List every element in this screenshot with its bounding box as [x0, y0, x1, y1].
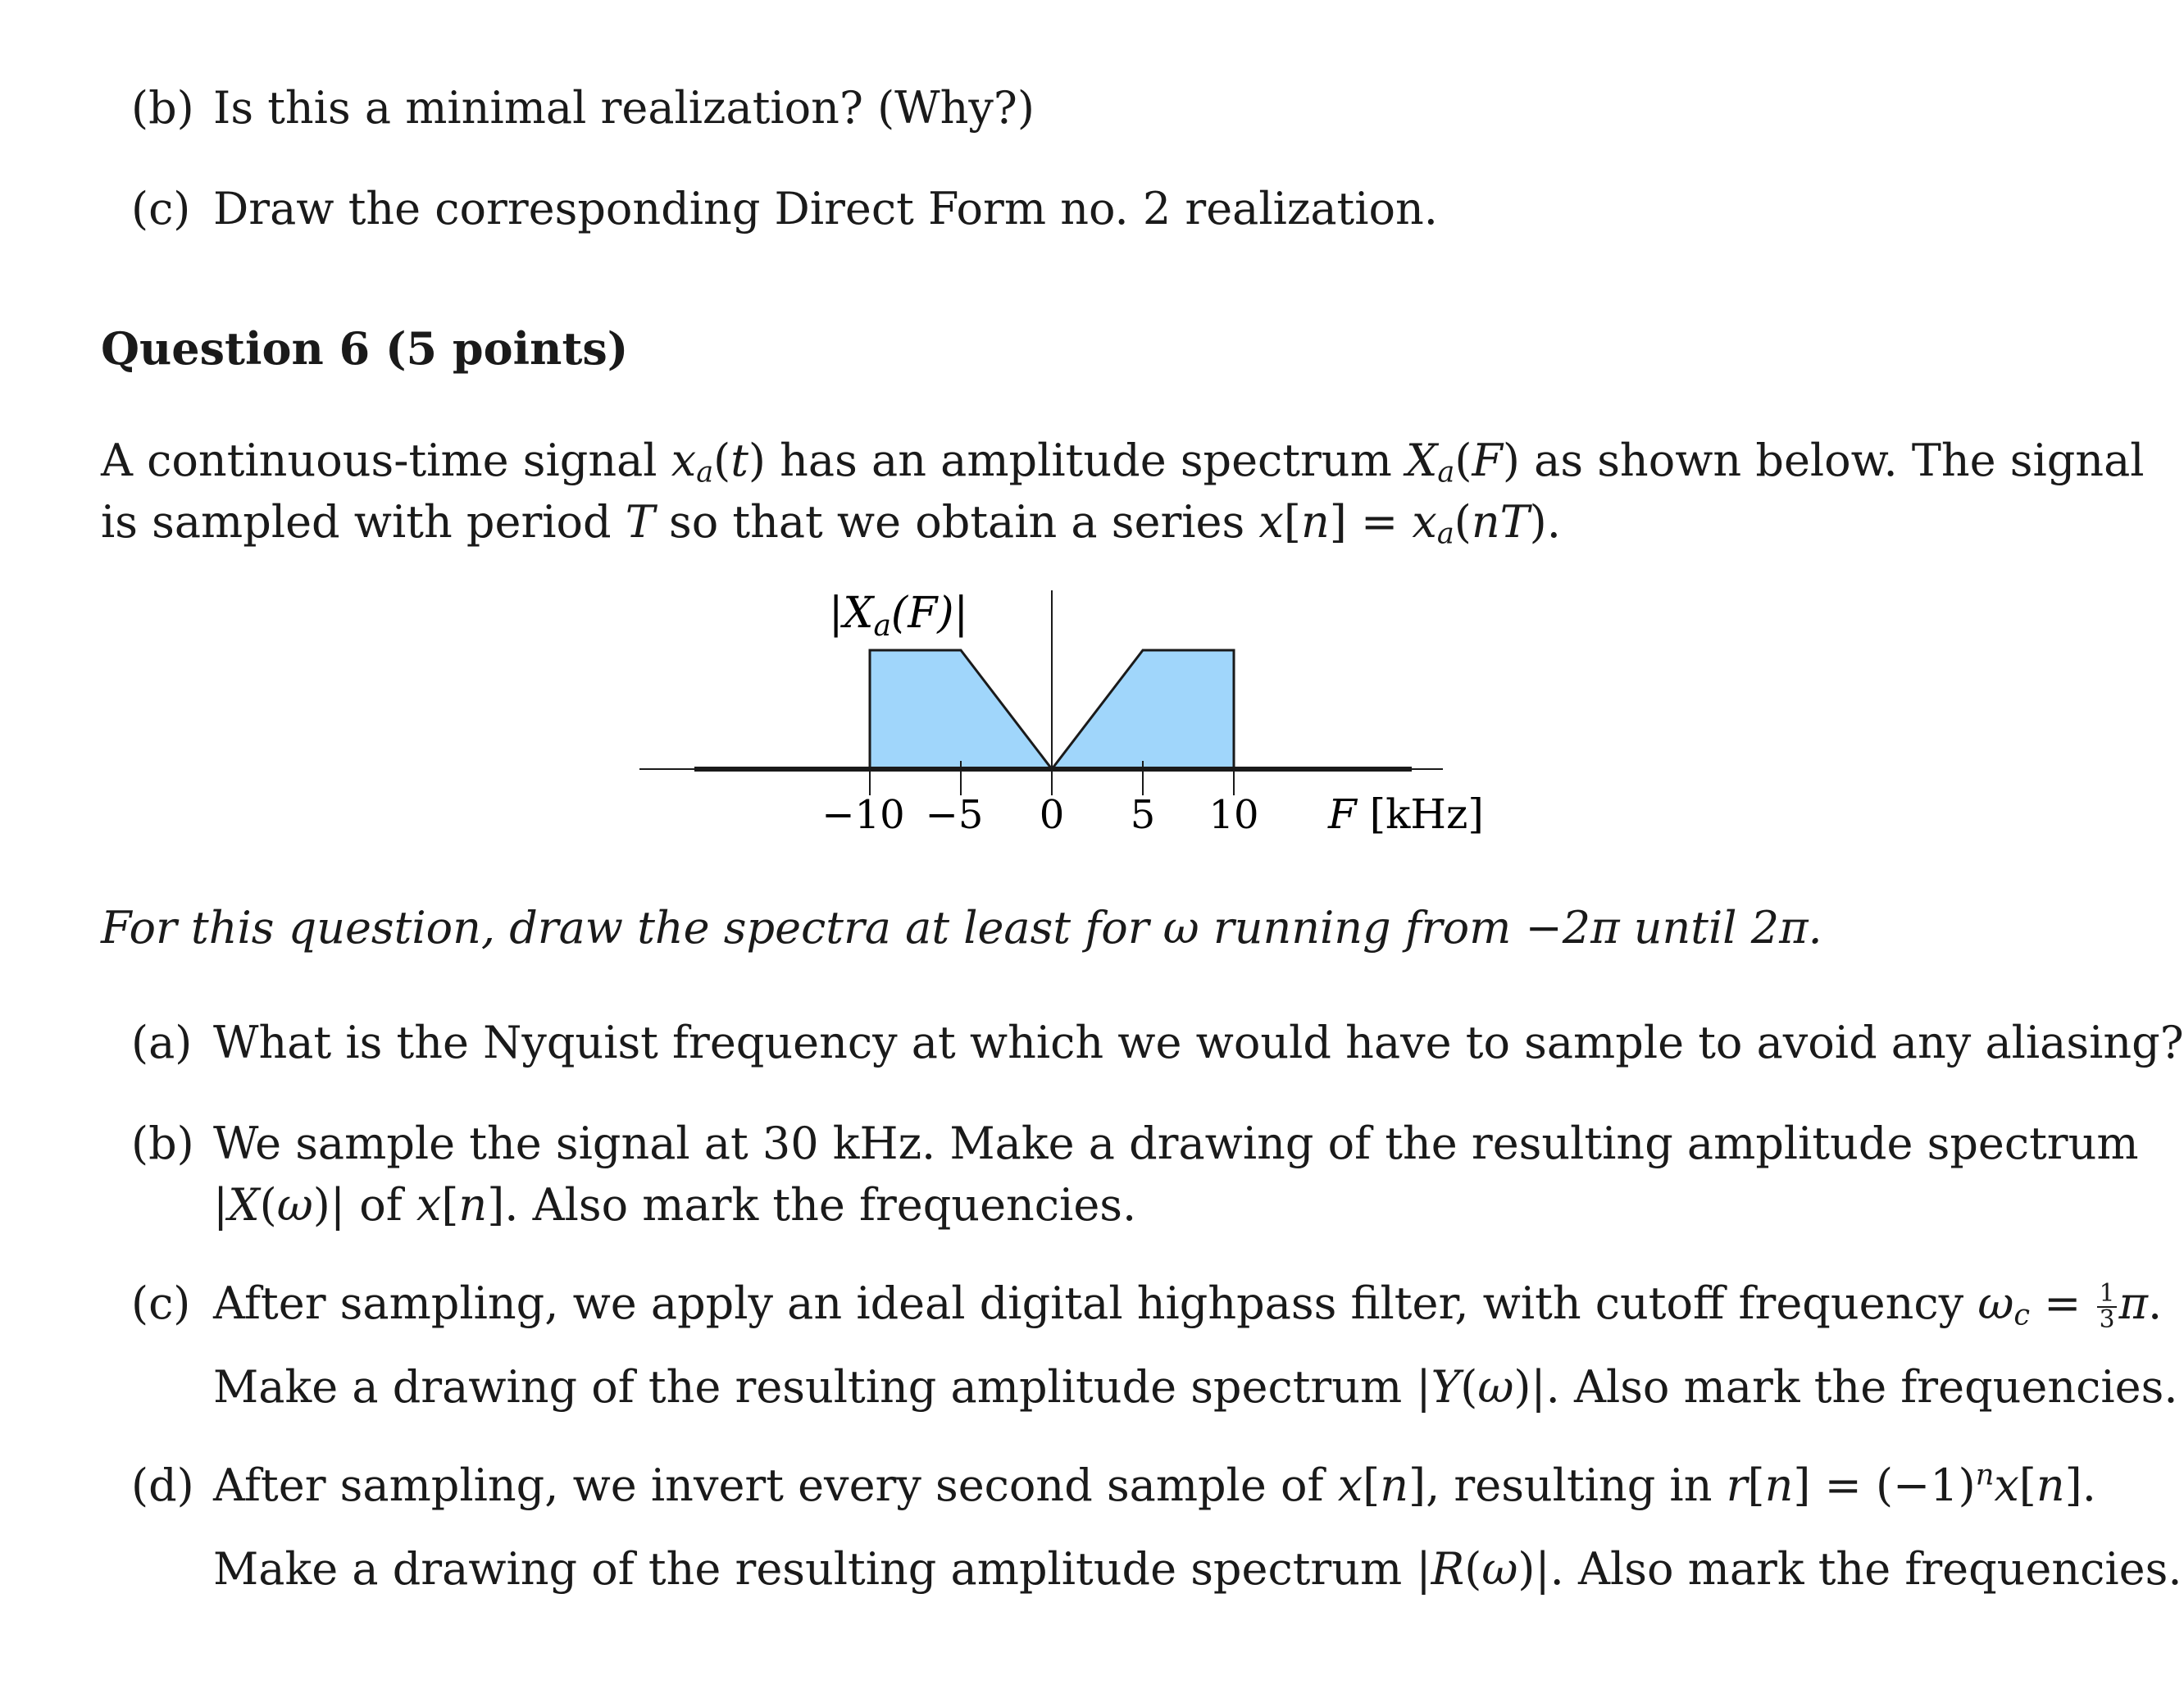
- item-label: (c): [131, 183, 191, 235]
- spectrum-chart: [639, 574, 1484, 853]
- x-tick-label: 10: [1208, 792, 1259, 838]
- prev-item-c: [131, 183, 1438, 235]
- item-text: Draw the corresponding Direct Form no. 2 realization.: [213, 183, 1438, 235]
- item-label: (c): [131, 1277, 191, 1329]
- x-tick-labels: [821, 792, 1258, 838]
- item-label: (b): [131, 1118, 194, 1169]
- item-text: Is this a minimal realization? (Why?): [213, 82, 1035, 134]
- part-d: (d) After sampling, we invert every second sample of x[n], resulting in $r[n] = (-1)^nx[n]$.: [131, 1458, 2096, 1511]
- fraction-one-third: $\frac{1}{3}$: [2097, 1282, 2118, 1332]
- instruction-text: For this question, draw the spectra at least for ω running from −2π until 2π.: [101, 902, 1822, 954]
- item-text: After sampling, we invert every second sample of: [213, 1459, 1338, 1511]
- part-a: [131, 1017, 2184, 1068]
- part-b-line2: |X(ω)| of x[n]. Also mark the frequencies.: [213, 1179, 1137, 1231]
- part-b: [131, 1118, 2139, 1169]
- part-d-line2: Make a drawing of the resulting amplitude spectrum |R(ω)|. Also mark the frequencies.: [213, 1543, 2182, 1595]
- question-heading: Question 6 (5 points): [101, 322, 629, 375]
- item-label: (a): [131, 1017, 193, 1068]
- chart-title: |Xa(F)|: [828, 589, 969, 643]
- item-text: After sampling, we apply an ideal digital highpass filter, with cutoff frequency: [213, 1277, 1978, 1329]
- x-tick-label: −5: [925, 792, 984, 838]
- item-text: What is the Nyquist frequency at which we would have to sample to avoid any aliasing?: [213, 1017, 2184, 1068]
- part-c-line2: Make a drawing of the resulting amplitude spectrum |Y(ω)|. Also mark the frequencies.: [213, 1361, 2178, 1413]
- intro-line-1: A continuous-time signal $x_a(t)$ has an amplitude spectrum $X_a(F)$ as shown below. The signal: [101, 435, 2145, 489]
- intro-line-2: is sampled with period T so that we obtain a series $x[n] = x_a(nT)$.: [101, 496, 1561, 551]
- x-tick-label: −10: [821, 792, 905, 838]
- prev-item-b: [131, 82, 1035, 134]
- x-tick-label: 0: [1039, 792, 1065, 838]
- item-text: We sample the signal at 30 kHz. Make a drawing of the resulting amplitude spectrum: [213, 1118, 2139, 1169]
- x-axis-label: F [kHz]: [1328, 790, 1484, 838]
- part-c: (c) After sampling, we apply an ideal digital highpass filter, with cutoff frequency $\omega_c$ = $\frac{1}{3}$ π.: [131, 1277, 2163, 1334]
- item-label: (b): [131, 82, 194, 134]
- item-label: (d): [131, 1459, 194, 1511]
- x-tick-label: 5: [1130, 792, 1156, 838]
